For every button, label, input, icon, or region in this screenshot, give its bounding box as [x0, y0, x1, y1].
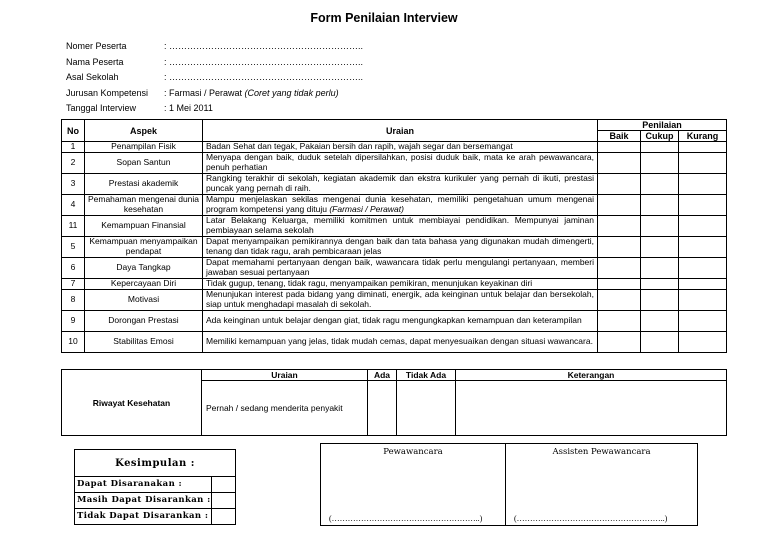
pewawancara-sign-line: (………………………………………………..) [329, 514, 483, 523]
row-uraian [203, 310, 598, 331]
info-value-text: : Farmasi / Perawat [164, 87, 245, 98]
kesimpulan-check[interactable] [212, 509, 236, 525]
participant-info [66, 39, 363, 117]
signature-table [320, 443, 698, 526]
row-number: 6 [62, 257, 85, 278]
header-baik: Baik [598, 131, 641, 142]
table-row [62, 289, 727, 310]
info-label: Nama Peserta [66, 56, 124, 67]
score-cukup-cell[interactable] [641, 142, 679, 153]
kesimpulan-item: Masih Dapat Disarankan : [75, 493, 212, 509]
row-uraian [203, 278, 598, 289]
table-row [62, 278, 727, 289]
info-row [66, 101, 363, 117]
score-cukup-cell[interactable] [641, 173, 679, 194]
info-row [66, 86, 363, 102]
header-uraian: Uraian [203, 120, 598, 142]
score-cukup-cell[interactable] [641, 194, 679, 215]
row-number: 5 [62, 236, 85, 257]
score-baik-cell[interactable] [598, 215, 641, 236]
info-value[interactable] [164, 86, 339, 102]
score-baik-cell[interactable] [598, 289, 641, 310]
kesimpulan-check[interactable] [212, 493, 236, 509]
health-header-keterangan: Keterangan [456, 370, 727, 381]
health-row-text: Pernah / sedang menderita penyakit [202, 381, 368, 436]
info-value-text: : ……………………………………………………….. [164, 41, 364, 51]
row-uraian-text: Memiliki kemampuan yang jelas, tidak mudah cemas, dapat menyesuaikan dengan situasi wawancara. [206, 335, 593, 346]
info-value-text: : ……………………………………………………….. [164, 56, 364, 67]
score-baik-cell[interactable] [598, 236, 641, 257]
row-uraian-text: Rangking terakhir di sekolah, kegiatan akademik dan ekstra kurikuler yang pernah di ikuti, prestasi puncak yang pernah di raih. [206, 173, 594, 193]
health-tidak-ada-cell[interactable] [397, 381, 456, 436]
row-uraian-text: Tidak gugup, tenang, tidak ragu, menyampaikan pemikiran, menunjukan keyakinan diri [206, 277, 533, 288]
info-value-text: : 1 Mei 2011 [164, 103, 213, 113]
header-kurang: Kurang [679, 131, 727, 142]
row-aspek: Kemampuan Finansial [85, 215, 203, 236]
table-row [62, 331, 727, 352]
pewawancara-label: Pewawancara [383, 447, 443, 457]
row-number: 4 [62, 194, 85, 215]
asisten-signature[interactable] [506, 444, 698, 526]
row-uraian-text: Ada keinginan untuk belajar dengan giat, tidak ragu mengungkapkan kemampuan dan keterampilan [206, 314, 582, 325]
row-uraian-text: Dapat memahami pertanyaan dengan baik, wawancara tidak perlu mengulangi pertanyaan, memberi jawaban sesuai pertanyaan [206, 257, 594, 277]
row-uraian-text: Badan Sehat dan tegak, Pakaian bersih dan rapih, wajah segar dan bersemangat [206, 141, 513, 151]
row-number: 9 [62, 310, 85, 331]
row-number: 10 [62, 331, 85, 352]
header-no: No [62, 120, 85, 142]
health-label: Riwayat Kesehatan [62, 370, 202, 436]
row-aspek: Pemahaman mengenai dunia kesehatan [85, 194, 203, 215]
score-kurang-cell[interactable] [679, 142, 727, 153]
row-aspek: Daya Tangkap [85, 257, 203, 278]
score-baik-cell[interactable] [598, 152, 641, 173]
info-note: (Coret yang tidak perlu) [244, 87, 339, 98]
row-uraian [203, 194, 598, 215]
row-aspek: Dorongan Prestasi [85, 310, 203, 331]
score-kurang-cell[interactable] [679, 152, 727, 173]
row-number: 8 [62, 289, 85, 310]
score-cukup-cell[interactable] [641, 278, 679, 289]
table-row [62, 194, 727, 215]
score-kurang-cell[interactable] [679, 310, 727, 331]
info-value[interactable] [164, 39, 363, 55]
score-kurang-cell[interactable] [679, 173, 727, 194]
score-baik-cell[interactable] [598, 310, 641, 331]
info-row [66, 55, 363, 71]
health-header-uraian: Uraian [202, 370, 368, 381]
pewawancara-signature[interactable] [321, 444, 506, 526]
row-uraian [203, 215, 598, 236]
score-baik-cell[interactable] [598, 257, 641, 278]
info-value[interactable] [164, 55, 363, 71]
row-uraian-text: Menunjukan interest pada bidang yang diminati, energik, ada keinginan untuk belajar dan bersekolah, siap untuk menghadapi masalah di sekolah. [206, 289, 594, 309]
header-penilaian: Penilaian [598, 120, 727, 131]
row-uraian [203, 331, 598, 352]
row-uraian [203, 152, 598, 173]
info-label: Nomer Peserta [66, 41, 127, 51]
score-baik-cell[interactable] [598, 278, 641, 289]
score-kurang-cell[interactable] [679, 194, 727, 215]
asisten-label: Assisten Pewawancara [552, 447, 651, 457]
row-number: 1 [62, 142, 85, 153]
health-keterangan-cell[interactable] [456, 381, 727, 436]
score-kurang-cell[interactable] [679, 215, 727, 236]
row-uraian [203, 289, 598, 310]
row-aspek: Sopan Santun [85, 152, 203, 173]
score-kurang-cell[interactable] [679, 236, 727, 257]
score-cukup-cell[interactable] [641, 152, 679, 173]
row-aspek: Penampilan Fisik [85, 142, 203, 153]
row-uraian [203, 142, 598, 153]
table-row [62, 215, 727, 236]
score-kurang-cell[interactable] [679, 289, 727, 310]
info-value-text: : ……………………………………………………….. [164, 72, 364, 82]
table-row [62, 173, 727, 194]
health-header-tidak-ada: Tidak Ada [397, 370, 456, 381]
health-table [61, 369, 727, 436]
header-cukup: Cukup [641, 131, 679, 142]
score-baik-cell[interactable] [598, 173, 641, 194]
row-number: 7 [62, 278, 85, 289]
info-value[interactable] [164, 70, 363, 86]
health-header-ada: Ada [368, 370, 397, 381]
score-cukup-cell[interactable] [641, 331, 679, 352]
asisten-sign-line: (………………………………………………..) [514, 514, 668, 523]
row-number: 11 [62, 215, 85, 236]
row-uraian [203, 236, 598, 257]
score-cukup-cell[interactable] [641, 289, 679, 310]
kesimpulan-item: Dapat Disaranakan : [75, 477, 212, 493]
info-row [66, 39, 363, 55]
row-number: 2 [62, 152, 85, 173]
row-number: 3 [62, 173, 85, 194]
info-label: Tanggal Interview [66, 103, 137, 113]
assessment-table [61, 119, 727, 353]
score-cukup-cell[interactable] [641, 310, 679, 331]
form-title: Form Penilaian Interview [310, 11, 458, 25]
header-aspek: Aspek [85, 120, 203, 142]
info-label: Jurusan Kompetensi [66, 87, 149, 98]
kesimpulan-title: Kesimpulan : [75, 450, 236, 477]
health-ada-cell[interactable] [368, 381, 397, 436]
kesimpulan-item: Tidak Dapat Disarankan : [75, 509, 212, 525]
kesimpulan-check[interactable] [212, 477, 236, 493]
row-uraian-text: Latar Belakang Keluarga, memiliki komitmen untuk membiayai pendidikan. Mempunyai jaminan pembiayaan selama sekolah [206, 215, 594, 235]
row-uraian [203, 173, 598, 194]
score-baik-cell[interactable] [598, 194, 641, 215]
table-row [62, 142, 727, 153]
score-kurang-cell[interactable] [679, 257, 727, 278]
score-cukup-cell[interactable] [641, 257, 679, 278]
table-row [62, 152, 727, 173]
row-uraian-note: (Farmasi / Perawat) [329, 203, 404, 214]
row-uraian-text: Menyapa dengan baik, duduk setelah dipersilahkan, posisi duduk baik, mata ke arah pewawancara, penuh perhatian [206, 152, 594, 172]
score-baik-cell[interactable] [598, 142, 641, 153]
row-aspek: Stabilitas Emosi [85, 331, 203, 352]
info-value[interactable] [164, 101, 213, 117]
row-aspek: Kepercayaan Diri [85, 278, 203, 289]
score-kurang-cell[interactable] [679, 278, 727, 289]
row-aspek: Motivasi [85, 289, 203, 310]
table-row [62, 257, 727, 278]
info-row [66, 70, 363, 86]
score-cukup-cell[interactable] [641, 215, 679, 236]
table-row [62, 310, 727, 331]
row-aspek: Kemampuan menyampaikan pendapat [85, 236, 203, 257]
row-uraian-text: Dapat menyampaikan pemikirannya dengan baik dan tata bahasa yang digunakan mudah dimengerti, tenang dan tidak ragu, arah pembicaraan jelas [206, 236, 594, 256]
score-kurang-cell[interactable] [679, 331, 727, 352]
kesimpulan-table [74, 449, 236, 525]
row-aspek: Prestasi akademik [85, 173, 203, 194]
table-row [62, 236, 727, 257]
score-cukup-cell[interactable] [641, 236, 679, 257]
info-label: Asal Sekolah [66, 72, 119, 82]
score-baik-cell[interactable] [598, 331, 641, 352]
row-uraian [203, 257, 598, 278]
row-uraian-text: Mampu menjelaskan sekilas mengenai dunia kesehatan, memiliki pengetahuan umum mengenai program kompetensi yang dituju [206, 194, 594, 214]
